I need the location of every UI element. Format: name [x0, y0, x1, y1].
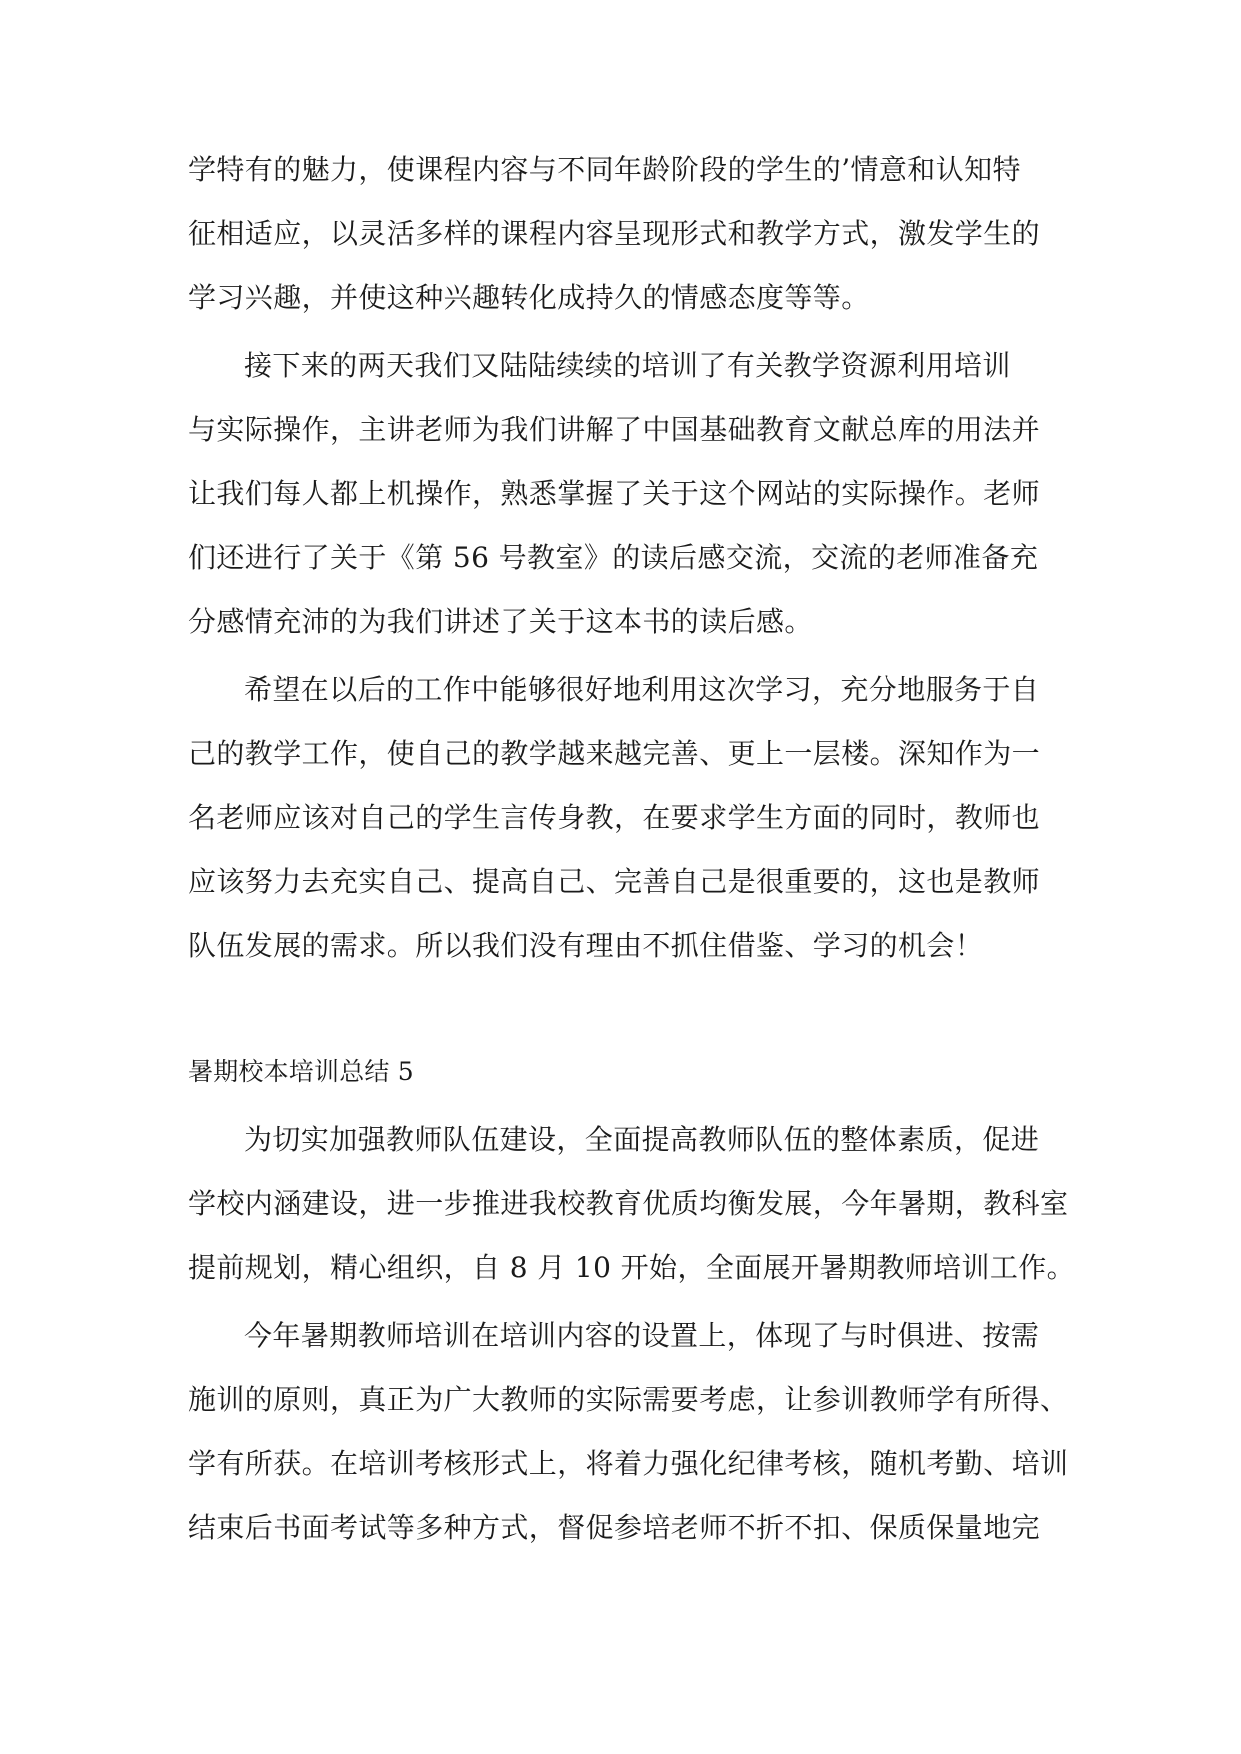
paragraph-line: 结束后书面考试等多种方式，督促参培老师不折不扣、保质保量地完	[188, 1511, 1041, 1544]
paragraph-line: 征相适应，以灵活多样的课程内容呈现形式和教学方式，激发学生的	[188, 217, 1041, 250]
paragraph-line: 学有所获。在培训考核形式上，将着力强化纪律考核，随机考勤、培训	[188, 1447, 1069, 1480]
section-heading: 暑期校本培训总结 5	[188, 1057, 414, 1086]
paragraph-line: 分感情充沛的为我们讲述了关于这本书的读后感。	[188, 605, 813, 638]
paragraph-line: 名老师应该对自己的学生言传身教，在要求学生方面的同时，教师也	[188, 801, 1041, 834]
paragraph-line: 己的教学工作，使自己的教学越来越完善、更上一层楼。深知作为一	[188, 737, 1041, 770]
paragraph-first-line: 希望在以后的工作中能够很好地利用这次学习，充分地服务于自	[244, 673, 1040, 706]
paragraph-line: 们还进行了关于《第 56 号教室》的读后感交流，交流的老师准备充	[188, 541, 1039, 574]
paragraph-first-line: 为切实加强教师队伍建设，全面提高教师队伍的整体素质，促进	[244, 1123, 1040, 1156]
paragraph-line: 让我们每人都上机操作，熟悉掌握了关于这个网站的实际操作。老师	[188, 477, 1041, 510]
paragraph-line: 施训的原则，真正为广大教师的实际需要考虑，让参训教师学有所得、	[188, 1383, 1069, 1416]
paragraph-first-line: 接下来的两天我们又陆陆续续的培训了有关教学资源利用培训	[244, 349, 1011, 382]
paragraph-line: 提前规划，精心组织，自 8 月 10 开始，全面展开暑期教师培训工作。	[188, 1251, 1076, 1284]
paragraph-line: 队伍发展的需求。所以我们没有理由不抓住借鉴、学习的机会！	[188, 929, 984, 962]
paragraph-line: 应该努力去充实自己、提高自己、完善自己是很重要的，这也是教师	[188, 865, 1041, 898]
paragraph-first-line: 今年暑期教师培训在培训内容的设置上，体现了与时俱进、按需	[244, 1319, 1040, 1352]
paragraph-line: 学习兴趣，并使这种兴趣转化成持久的情感态度等等。	[188, 281, 870, 314]
paragraph-line: 学特有的魅力，使课程内容与不同年龄阶段的学生的’情意和认知特	[188, 153, 1021, 186]
paragraph-line: 学校内涵建设，进一步推进我校教育优质均衡发展，今年暑期，教科室	[188, 1187, 1069, 1220]
paragraph-line: 与实际操作，主讲老师为我们讲解了中国基础教育文献总库的用法并	[188, 413, 1041, 446]
